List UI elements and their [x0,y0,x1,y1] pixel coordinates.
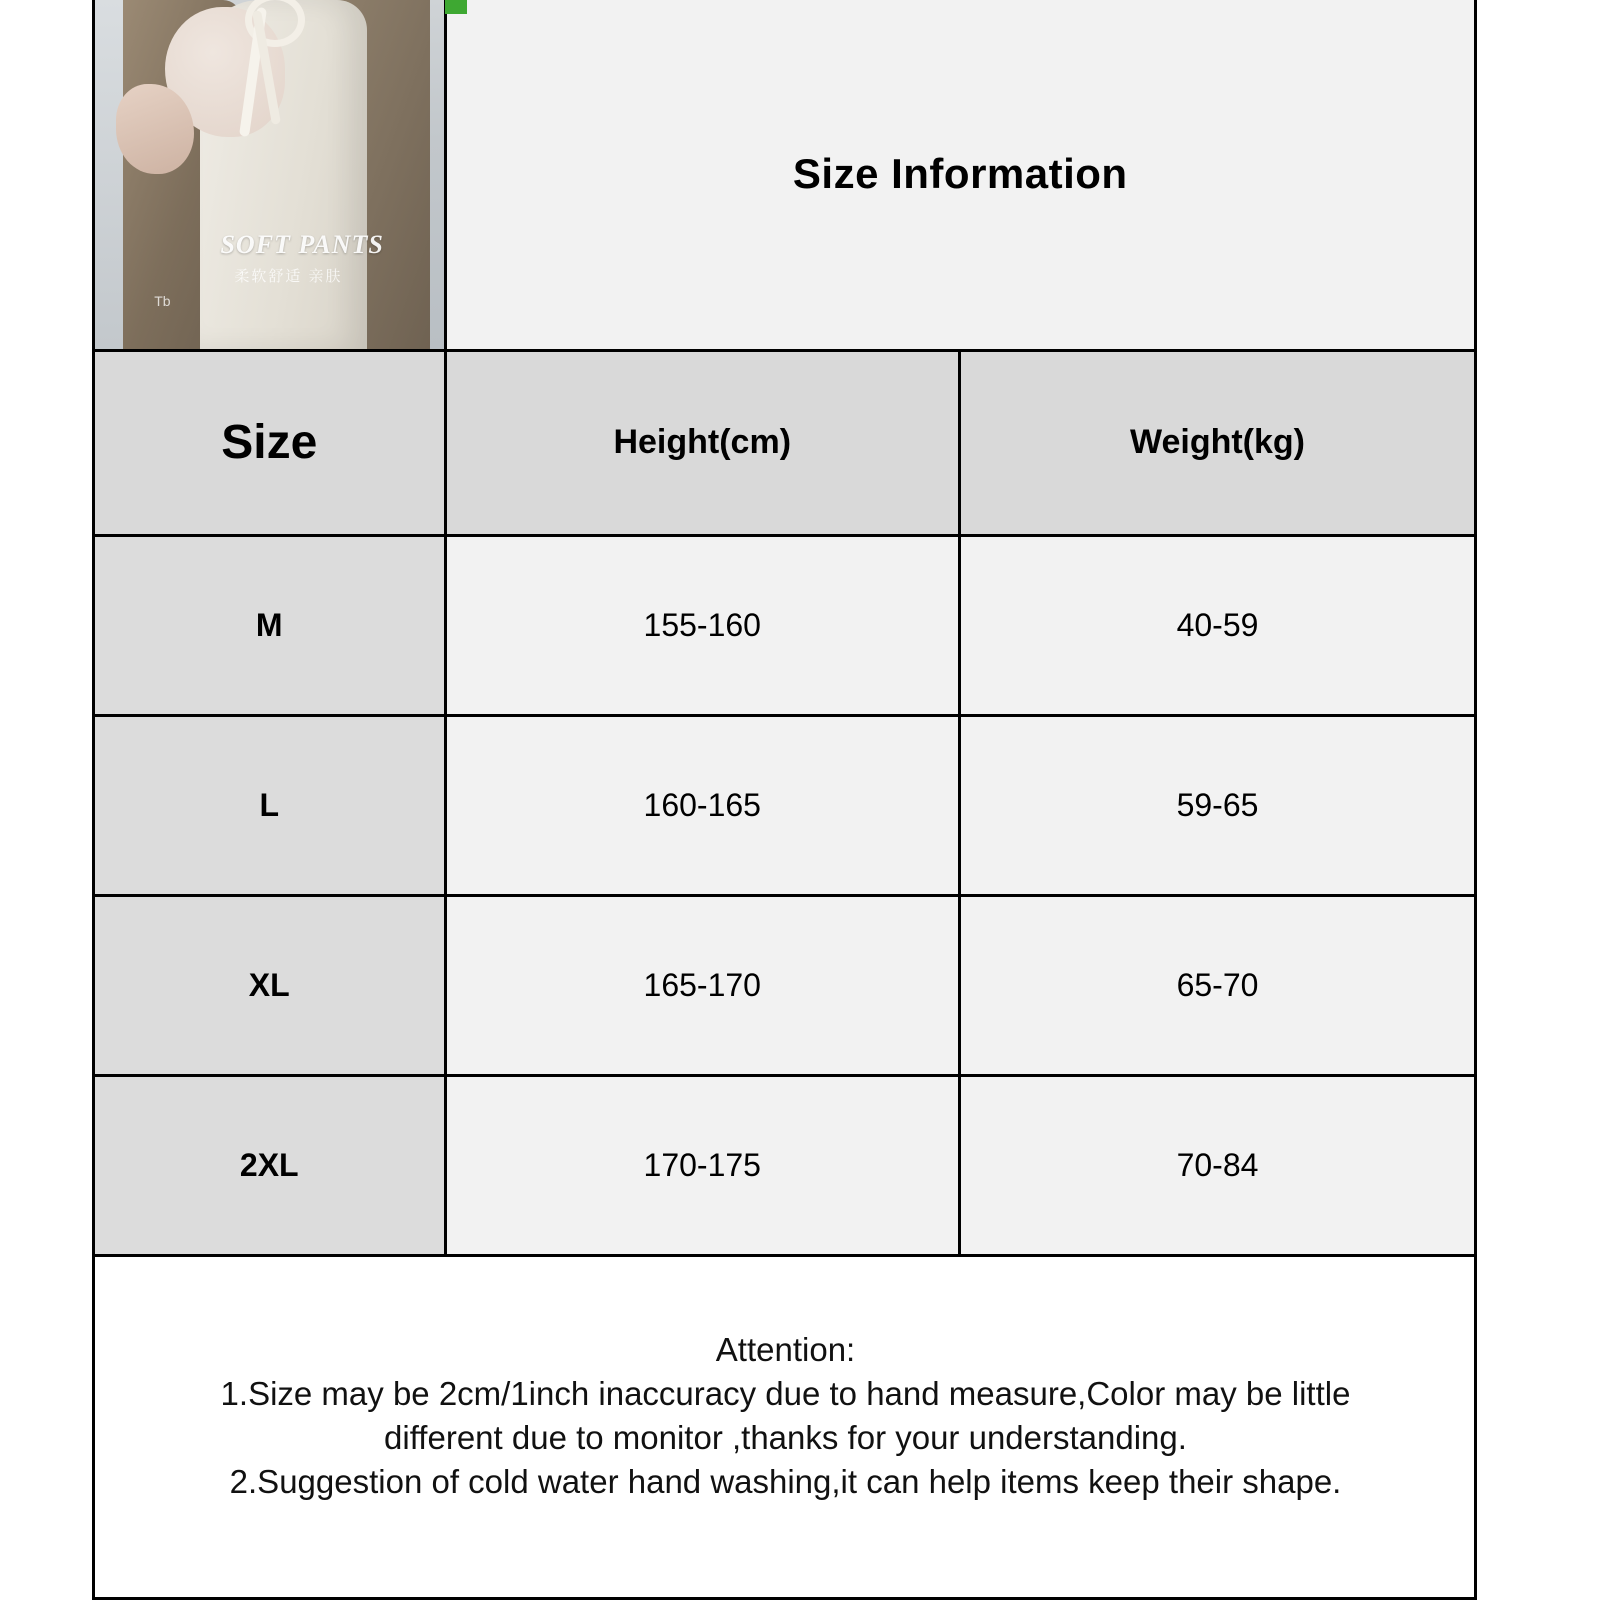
cell-height: 165-170 [445,895,960,1075]
product-photo [95,0,444,349]
column-header-weight: Weight(kg) [960,350,1475,535]
attention-block [95,1255,1474,1565]
photo-watermark: Tb [154,292,171,309]
table-row [95,715,1474,895]
cell-weight: 70-84 [960,1075,1475,1255]
cell-size: 2XL [95,1075,445,1255]
cell-weight: 40-59 [960,535,1475,715]
table-row [95,895,1474,1075]
cell-weight: 59-65 [960,715,1475,895]
column-header-size: Size [95,350,445,535]
attention-line-2: different due to monitor ,thanks for your understanding. [384,1418,1187,1456]
column-header-height: Height(cm) [445,350,960,535]
attention-heading: Attention: [715,1331,856,1368]
product-image-cell [95,0,445,350]
photo-caption: SOFT PANTS [220,230,384,259]
cell-size: L [95,715,445,895]
cell-size: XL [95,895,445,1075]
attention-line-3: 2.Suggestion of cold water hand washing,it can help items keep their shape. [229,1462,1342,1500]
cell-size: M [95,535,445,715]
table-header-row-title [95,0,1474,350]
cell-height: 160-165 [445,715,960,895]
cell-weight: 65-70 [960,895,1475,1075]
size-information-table [95,0,1474,1565]
page-title: Size Information [445,0,1474,350]
table-row [95,535,1474,715]
table-column-header-row [95,350,1474,535]
attention-row [95,1255,1474,1565]
photo-subcaption: 柔软舒适 亲肤 [234,267,343,285]
attention-line-1: 1.Size may be 2cm/1inch inaccuracy due to hand measure,Color may be little [220,1374,1351,1412]
green-corner-marker [445,0,467,14]
table-row [95,1075,1474,1255]
cell-height: 155-160 [445,535,960,715]
cell-height: 170-175 [445,1075,960,1255]
size-chart-container [92,0,1477,1600]
